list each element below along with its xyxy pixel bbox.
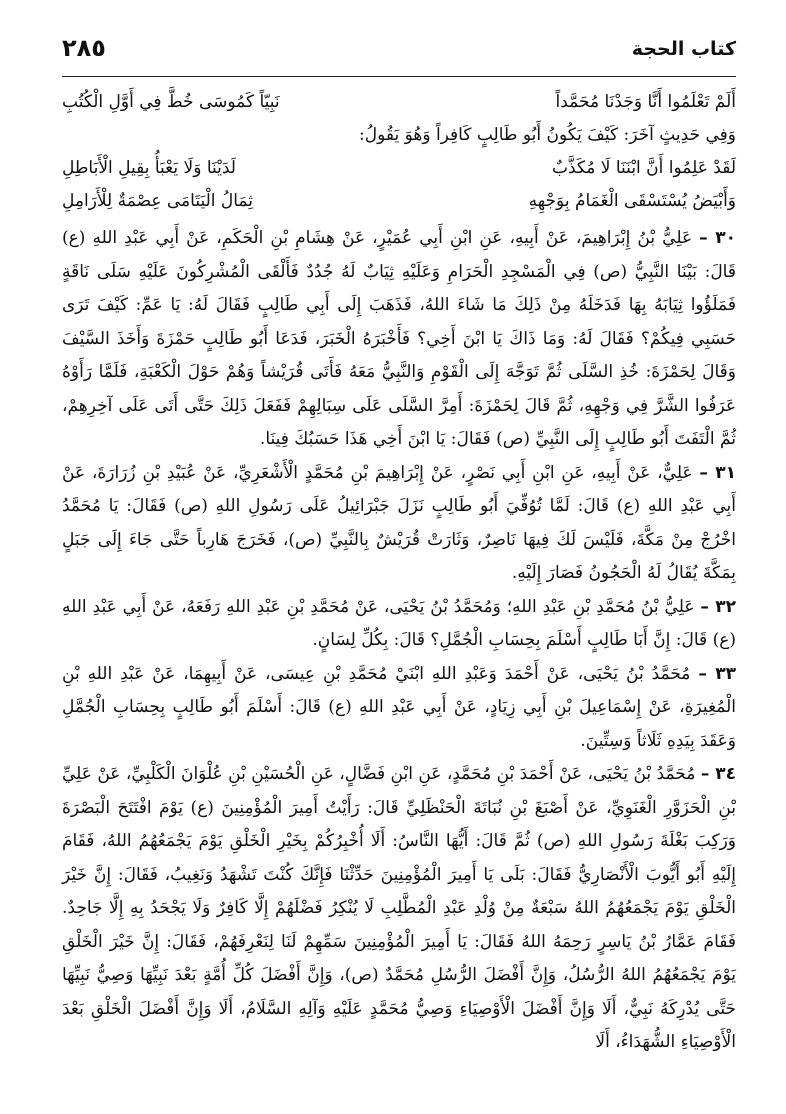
chapter-title: كتاب الحجة [631,38,736,60]
verse-line [62,86,736,119]
verse-hemistich-left: نَبِيّاً كَمُوسَى خُطَّ فِي أَوَّلِ الْكُتُبِ [62,92,280,112]
verse-hemistich-right: لَقَدْ عَلِمُوا أَنَّ ابْنَنَا لَا مُكَذَّبٌ [551,158,736,178]
hadith-text: مُحَمَّدُ بْنُ يَحْيَى، عَنْ أَحْمَدَ بْنِ مُحَمَّدٍ، عَنِ ابْنِ فَضَّالٍ، عَنِ الْحُسَيْنِ بْنِ عُلْوَانَ الْكَلْبِيِّ، عَنْ عَلِيِّ بْنِ الْحَزَوَّرِ الْغَنَوِيِّ، عَنْ أَصْبَغَ بْنِ نُبَاتَةَ الْحَنْظَلِيِّ قَالَ: رَأَيْتُ أَمِيرَ الْمُؤْمِنِينَ (ع) يَوْمَ افْتَتَحَ الْبَصْرَةَ وَرَكِبَ بَغْلَةَ رَسُولِ اللهِ (ص) ثُمَّ قَالَ: أَيُّهَا النَّاسُ: أَلَا أُخْبِرُكُمْ بِخَيْرِ الْخَلْقِ يَوْمَ يَجْمَعُهُمُ اللهُ، فَقَامَ إِلَيْهِ أَبُو أَيُّوبَ الْأَنْصَارِيُّ فَقَالَ: بَلَى يَا أَمِيرَ الْمُؤْمِنِينَ حَدِّثْنَا فَإِنَّكَ كُنْتَ تَشْهَدُ وَنَغِيبُ، فَقَالَ: إِنَّ خَيْرَ الْخَلْقِ يَوْمَ يَجْمَعُهُمُ اللهُ سَبْعَةٌ مِنْ وُلْدِ عَبْدِ الْمُطَّلِبِ لَا يُنْكِرُ فَضْلَهُمْ إِلَّا كَافِرٌ وَلَا يَجْحَدُ بِهِ إِلَّا جَاحِدٌ. فَقَامَ عَمَّارُ بْنُ يَاسِرٍ رَحِمَهُ اللهُ فَقَالَ: يَا أَمِيرَ الْمُؤْمِنِينَ سَمِّهِمْ لَنَا لِنَعْرِفَهُمْ، فَقَالَ: إِنَّ خَيْرَ الْخَلْقِ يَوْمَ يَجْمَعُهُمُ اللهُ الرُّسُلُ، وَإِنَّ أَفْضَلَ الرُّسُلِ مُحَمَّدٌ (ص)، وَإِنَّ أَفْضَلَ كُلِّ أُمَّةٍ بَعْدَ نَبِيِّهَا وَصِيُّ نَبِيِّهَا حَتَّى يُدْرِكَهُ نَبِيٌّ، أَلَا وَإِنَّ أَفْضَلَ الْأَوْصِيَاءِ وَصِيُّ مُحَمَّدٍ عَلَيْهِ وَآلِهِ السَّلَامُ، أَلَا وَإِنَّ أَفْضَلَ الْخَلْقِ بَعْدَ الْأَوْصِيَاءِ الشُّهَدَاءُ، أَلَا [62,764,736,1052]
intro-line: وَفِي حَدِيثٍ آخَرَ: كَيْفَ يَكُونُ أَبُو طَالِبٍ كَافِراً وَهُوَ يَقُولُ: [358,125,736,145]
hadith-text: عَلِيٌّ، عَنْ أَبِيهِ، عَنِ ابْنِ أَبِي نَصْرٍ، عَنْ إِبْرَاهِيمَ بْنِ مُحَمَّدٍ الْأَشْعَرِيِّ، عَنْ عُبَيْدِ بْنِ زُرَارَةَ، عَنْ أَبِي عَبْدِ اللهِ (ع) قَالَ: لَمَّا تُوُفِّيَ أَبُو طَالِبٍ نَزَلَ جَبْرَائِيلُ عَلَى رَسُولِ اللهِ (ص) فَقَالَ: يَا مُحَمَّدُ اخْرُجْ مِنْ مَكَّةَ، فَلَيْسَ لَكَ فِيهَا نَاصِرٌ، وَثَارَتْ قُرَيْشٌ بِالنَّبِيِّ (ص)، فَخَرَجَ هَارِباً حَتَّى جَاءَ إِلَى جَبَلٍ بِمَكَّةَ يُقَالُ لَهُ الْحَجُونُ فَصَارَ إِلَيْهِ. [62,462,736,583]
verse-hemistich-right: وَأَبْيَضُ يُسْتَسْقَى الْغَمَامُ بِوَجْهِهِ [528,191,736,211]
hadith-32 [62,591,736,658]
hadith-31 [62,457,736,591]
hadith-text: مُحَمَّدُ بْنُ يَحْيَى، عَنْ أَحْمَدَ وَعَبْدِ اللهِ ابْنَيْ مُحَمَّدِ بْنِ عِيسَى، عَنْ أَبِيهِمَا، عَنْ عَبْدِ اللهِ بْنِ الْمُغِيرَةِ، عَنْ إِسْمَاعِيلَ بْنِ أَبِي زِيَادٍ، عَنْ أَبِي عَبْدِ اللهِ (ع) قَالَ: أَسْلَمَ أَبُو طَالِبٍ بِحِسَابِ الْجُمَّلِ وَعَقَدَ بِيَدِهِ ثَلَاثاً وَسِتِّينَ. [62,663,736,751]
hadith-number: ٣٢ – [700,596,737,617]
hadith-text: عَلِيُّ بْنُ إِبْرَاهِيمَ، عَنْ أَبِيهِ، عَنِ ابْنِ أَبِي عُمَيْرٍ، عَنْ هِشَامِ بْنِ الْحَكَمِ، عَنْ أَبِي عَبْدِ اللهِ (ع) قَالَ: بَيْنَا النَّبِيُّ (ص) فِي الْمَسْجِدِ الْحَرَامِ وَعَلَيْهِ ثِيَابٌ لَهُ جُدُدٌ فَأَلْقَى الْمُشْرِكُونَ عَلَيْهِ سَلَى نَاقَةٍ فَمَلَؤُوا ثِيَابَهُ بِهَا فَدَخَلَهُ مِنْ ذَلِكَ مَا شَاءَ اللهُ، فَذَهَبَ إِلَى أَبِي طَالِبٍ فَقَالَ لَهُ: يَا عَمِّ: كَيْفَ تَرَى حَسَبِي فِيكُمْ؟ فَقَالَ لَهُ: وَمَا ذَاكَ يَا ابْنَ أَخِي؟ فَأَخْبَرَهُ الْخَبَرَ، فَدَعَا أَبُو طَالِبٍ حَمْزَةَ وَأَخَذَ السَّيْفَ وَقَالَ لِحَمْزَةَ: خُذِ السَّلَى ثُمَّ تَوَجَّهَ إِلَى الْقَوْمِ وَالنَّبِيُّ مَعَهُ فَأَتَى قُرَيْشاً وَهُمْ حَوْلَ الْكَعْبَةِ، فَلَمَّا رَأَوْهُ عَرَفُوا الشَّرَّ فِي وَجْهِهِ، ثُمَّ قَالَ لِحَمْزَةَ: أَمِرَّ السَّلَى عَلَى سِبَالِهِمْ فَفَعَلَ ذَلِكَ حَتَّى أَتَى عَلَى آخِرِهِمْ، ثُمَّ الْتَفَتَ أَبُو طَالِبٍ إِلَى النَّبِيِّ (ص) فَقَالَ: يَا ابْنَ أَخِي هَذَا حَسَبُكَ فِينَا. [62,228,736,449]
page-header [62,32,736,77]
hadith-number: ٣٤ – [700,764,737,784]
page-number: ٢٨٥ [62,34,106,62]
hadith-number: ٣٣ – [698,663,737,684]
verse-hemistich-left: لَدَيْنَا وَلَا يَعْبَأُ بِقِيلِ الْأَبَاطِلِ [62,158,236,178]
hadith-text: عَلِيُّ بْنُ مُحَمَّدِ بْنِ عَبْدِ اللهِ؛ وَمُحَمَّدُ بْنُ يَحْيَى، عَنْ مُحَمَّدِ بْنِ عَبْدِ اللهِ رَفَعَهُ، عَنْ أَبِي عَبْدِ اللهِ (ع) قَالَ: إِنَّ أَبَا طَالِبٍ أَسْلَمَ بِحِسَابِ الْجُمَّلِ؟ قَالَ: بِكُلِّ لِسَانٍ. [62,596,736,650]
verse-line [62,185,736,218]
hadith-34 [62,758,736,1060]
hadith-33 [62,658,736,759]
hadith-30 [62,222,736,457]
verse-hemistich-right: أَلَمْ تَعْلَمُوا أَنَّا وَجَدْنَا مُحَمَّداً [555,92,736,112]
hadith-number: ٣٠ – [699,228,737,248]
page-content [62,86,736,1060]
hadith-number: ٣١ – [699,462,736,483]
verse-line [62,152,736,185]
verse-hemistich-left: ثِمَالُ الْيَتَامَى عِصْمَةٌ لِلْأَرَامِلِ [62,191,253,211]
